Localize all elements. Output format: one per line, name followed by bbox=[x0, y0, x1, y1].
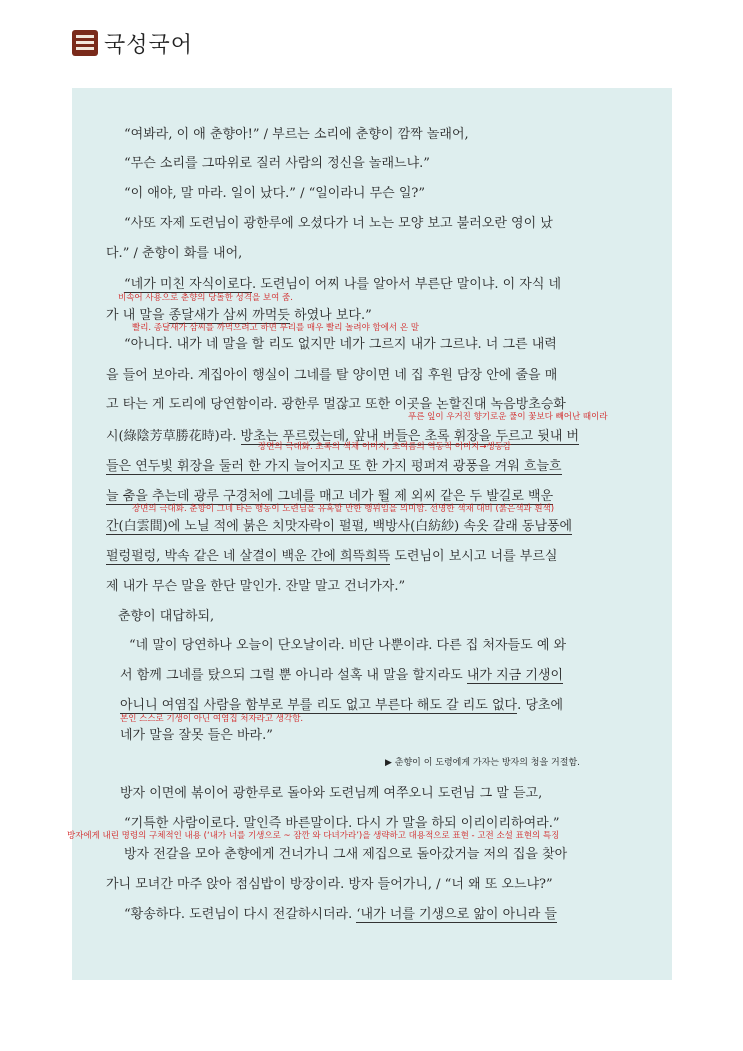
text-line: 다.” / 춘향이 화를 내어, bbox=[106, 246, 243, 261]
text-line: 제 내가 무슨 말을 한단 말인가. 잔말 말고 건너가자.” bbox=[106, 579, 406, 594]
text-line: 을 들어 보아라. 계집아이 행실이 그네를 탈 양이면 네 집 후원 담장 안에 줄을 매 bbox=[106, 368, 558, 383]
text-line: 방자 전갈을 모아 춘향에게 건너가니 그새 제집으로 돌아갔거늘 저의 집을 찾아 bbox=[124, 847, 568, 862]
annotation: 본인 스스로 기생이 아닌 여염집 처자라고 생각함. bbox=[120, 714, 304, 724]
text-line: “기특한 사람이로다. 말인즉 바른말이다. 다시 가 말을 하되 이리이리하여라.” bbox=[124, 816, 560, 831]
text-line: “네가 미친 자식이로다. 도련님이 어찌 나를 알아서 부른단 말이냐. 이 자식 네 bbox=[124, 277, 562, 292]
annotation: 방자에게 내린 명령의 구체적인 내용 (‘내가 너를 기생으로 ~ 잠깐 와 다녀가라’)을 생략하고 대용적으로 표현 - 고전 소설 표현의 특징 bbox=[67, 831, 560, 841]
text-line: 방자 이면에 볶이어 광한루로 돌아와 도련님께 여쭈오니 도련님 그 말 듣고, bbox=[120, 786, 543, 801]
text-line: “네 말이 당연하나 오늘이 단오날이라. 비단 나뿐이랴. 다른 집 처자들도 예 와 bbox=[129, 638, 567, 653]
text-line: “사또 자제 도련님이 광한루에 오셨다가 너 노는 모양 보고 불러오란 영이 났 bbox=[124, 216, 553, 231]
annotation: 푸른 잎이 우거진 향기로운 풀이 꽃보다 빼어난 때이라 bbox=[408, 412, 608, 422]
annotation: 장면의 극대화. 초록의 색채 이미지, 초여름의 역동적 이미지→생동감 bbox=[258, 442, 512, 452]
text-line: “황송하다. 도련님이 다시 전갈하시더라. ‘내가 너를 기생으로 앎이 아니라 들 bbox=[124, 907, 557, 922]
annotation: 장면의 극대화. 춘향이 그네 타는 행동이 도련님을 유혹할 만한 행위임을 의미함. 선명한 색채 대비 (붉은색과 흰색) bbox=[132, 504, 555, 514]
text-line: 서 함께 그네를 탔으되 그럴 뿐 아니라 설혹 내 말을 할지라도 내가 지금 기생이 bbox=[120, 668, 564, 683]
brand-name: 국성국어 bbox=[104, 32, 194, 58]
text-line: 네가 말을 잘못 들은 바라.” bbox=[120, 728, 273, 743]
text-line: 고 타는 게 도리에 당연함이라. 광한루 멀잖고 또한 이곳을 논할진대 녹음방초승화 bbox=[106, 397, 566, 412]
text-line: “무슨 소리를 그따위로 질러 사람의 정신을 놀래느냐.” bbox=[124, 156, 430, 171]
text-line: 시(綠陰芳草勝花時)라. 방초는 푸르렀는데, 앞내 버들은 초록 휘장을 두르고 뒷내 버 bbox=[106, 429, 580, 444]
annotation: 비속어 사용으로 춘향의 당돌한 성격을 보여 줌. bbox=[118, 293, 293, 303]
summary-note: ▶ 춘향이 이 도령에게 가자는 방자의 청을 거절함. bbox=[385, 758, 580, 768]
text-line: 펄렁펄렁, 박속 같은 네 살결이 백운 간에 희뜩희뜩 도련님이 보시고 너를 부르실 bbox=[106, 549, 558, 564]
text-panel bbox=[67, 88, 672, 980]
annotation: 빨리. 종달새가 삼씨를 까먹으려고 하면 부리를 매우 빨리 놀려야 함에서 온 말 bbox=[132, 323, 419, 333]
brand-mark-icon bbox=[72, 30, 98, 56]
text-line: “여봐라, 이 애 춘향아!” / 부르는 소리에 춘향이 깜짝 놀래어, bbox=[124, 127, 469, 142]
text-line: 아니니 여염집 사람을 함부로 부를 리도 없고 부른다 해도 갈 리도 없다. 당초에 bbox=[120, 698, 564, 713]
text-line: 들은 연두빛 휘장을 둘러 한 가지 늘어지고 또 한 가지 펑퍼져 광풍을 겨워 흐늘흐 bbox=[106, 459, 562, 474]
text-line: 늘 춤을 추는데 광루 구경처에 그네를 매고 네가 뛸 제 외씨 같은 두 발길로 백운 bbox=[106, 489, 554, 504]
text-line: 춘향이 대답하되, bbox=[118, 609, 215, 624]
text-line: “아니다. 내가 네 말을 할 리도 없지만 네가 그르지 내가 그르냐. 너 그른 내력 bbox=[124, 337, 557, 352]
text-line: 가니 모녀간 마주 앉아 점심밥이 방장이라. 방자 들어가니, / “너 왜 또 오느냐?” bbox=[106, 877, 553, 892]
brand-logo bbox=[72, 27, 193, 59]
text-line: 간(白雲間)에 노닐 적에 붉은 치맛자락이 펄펄, 백방사(白紡紗) 속옷 갈래 동남풍에 bbox=[106, 519, 573, 534]
text-line: 가 내 말을 종달새가 삼씨 까먹듯 하였나 보다.” bbox=[106, 308, 372, 323]
text-line: “이 애야, 말 마라. 일이 났다.” / “일이라니 무슨 일?” bbox=[124, 186, 426, 201]
